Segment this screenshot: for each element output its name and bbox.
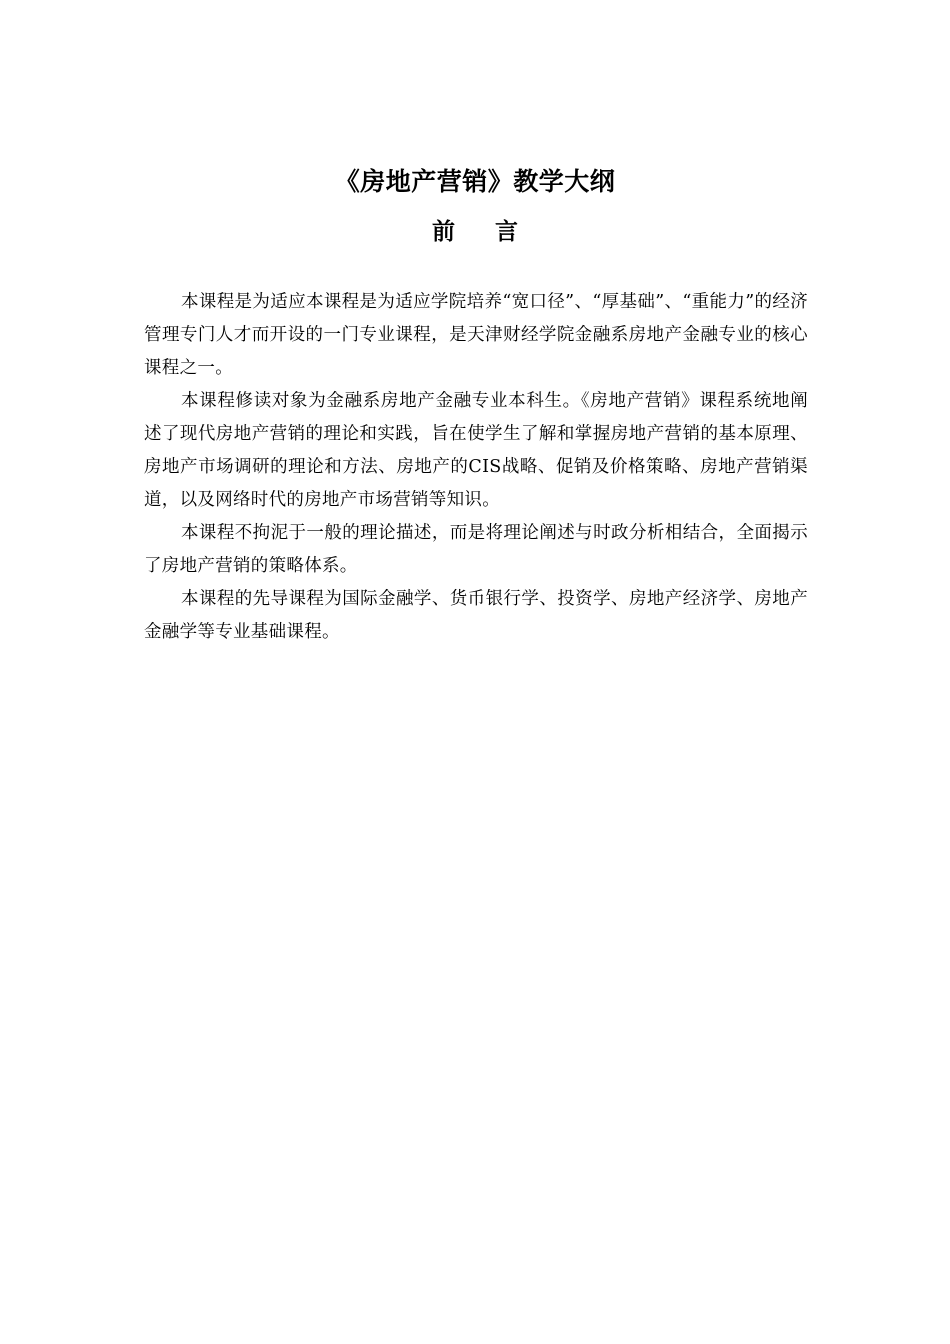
paragraph-4: 本课程的先导课程为国际金融学、货币银行学、投资学、房地产经济学、房地产金融学等专业基础课程。	[144, 589, 808, 642]
paragraph-1: 本课程是为适应本课程是为适应学院培养“宽口径”、“厚基础”、“重能力”的经济管理专门人才而开设的一门专业课程，是天津财经学院金融系房地产金融专业的核心课程之一。	[144, 292, 808, 378]
document-body	[144, 286, 808, 649]
document-title: 《房地产营销》教学大纲	[334, 167, 616, 196]
paragraph-2: 本课程修读对象为金融系房地产金融专业本科生。《房地产营销》课程系统地阐述了现代房地产营销的理论和实践，旨在使学生了解和掌握房地产营销的基本原理、房地产市场调研的理论和方法、房地产的CIS战略、促销及价格策略、房地产营销渠道，以及网络时代的房地产市场营销等知识。	[144, 391, 808, 510]
section-heading-preface: 前言	[432, 219, 558, 245]
paragraph-3: 本课程不拘泥于一般的理论描述，而是将理论阐述与时政分析相结合，全面揭示了房地产营销的策略体系。	[144, 523, 808, 576]
